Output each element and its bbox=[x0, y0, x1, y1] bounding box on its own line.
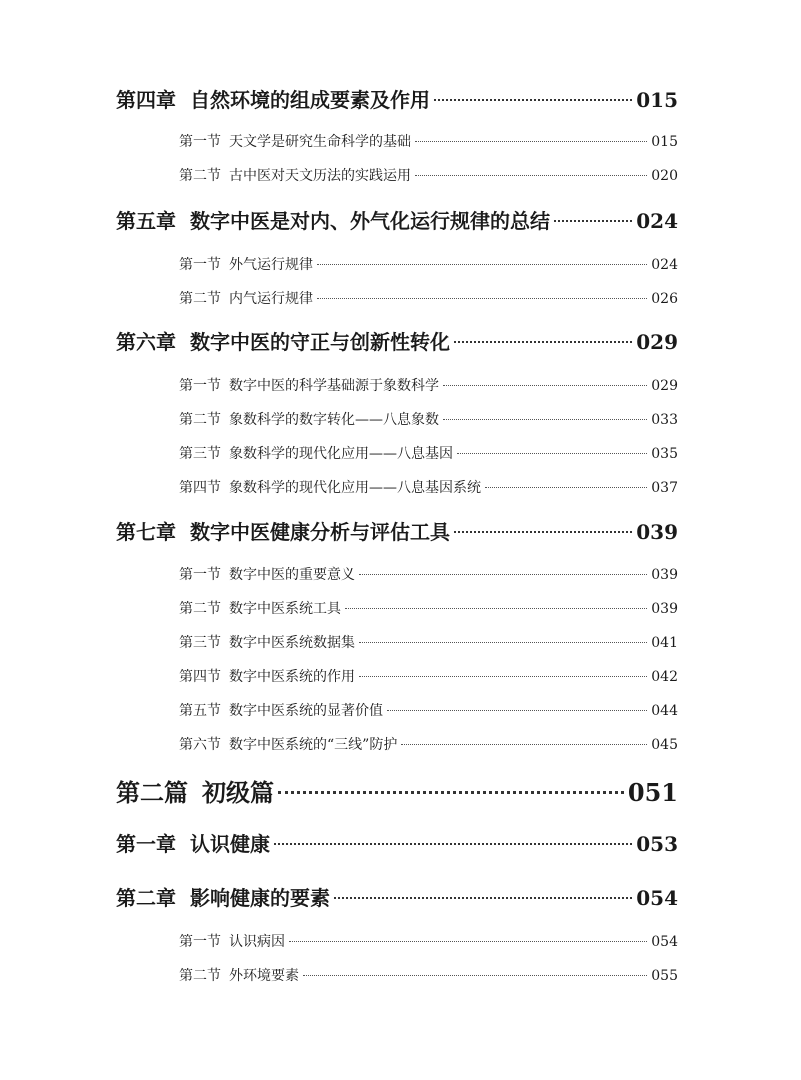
toc-entry-number: 第一节 bbox=[179, 567, 221, 583]
toc-entry-title: 数字中医系统数据集 bbox=[229, 635, 355, 651]
toc-entry-number: 第六节 bbox=[179, 737, 221, 753]
toc-entry-page-number: 051 bbox=[627, 778, 678, 807]
toc-entry-number: 第四章 bbox=[116, 88, 176, 112]
dot-leader bbox=[457, 453, 647, 454]
toc-entry-sec[interactable] bbox=[179, 931, 678, 951]
toc-entry-page-number: 037 bbox=[651, 480, 678, 496]
dot-leader bbox=[345, 608, 647, 609]
toc-entry-number: 第六章 bbox=[116, 330, 176, 354]
toc-entry-title: 初级篇 bbox=[202, 778, 274, 807]
toc-entry-number: 第五章 bbox=[116, 209, 176, 233]
dot-leader bbox=[443, 385, 647, 386]
dot-leader bbox=[415, 175, 647, 176]
dot-leader bbox=[401, 744, 647, 745]
toc-entry-sec[interactable] bbox=[179, 666, 678, 686]
toc-entry-page-number: 029 bbox=[651, 378, 678, 394]
toc-entry-title: 数字中医系统的“三线”防护 bbox=[229, 737, 398, 753]
toc-entry-number: 第七章 bbox=[116, 520, 176, 544]
toc-entry-number: 第二节 bbox=[179, 291, 221, 307]
toc-entry-number: 第二节 bbox=[179, 601, 221, 617]
dot-leader bbox=[415, 141, 647, 142]
toc-entry-number: 第三节 bbox=[179, 446, 221, 462]
toc-entry-title: 内气运行规律 bbox=[229, 291, 313, 307]
toc-entry-chap[interactable] bbox=[116, 882, 678, 911]
toc-entry-number: 第二节 bbox=[179, 412, 221, 428]
toc-entry-title: 自然环境的组成要素及作用 bbox=[190, 88, 430, 112]
dot-leader bbox=[317, 264, 647, 265]
toc-entry-page-number: 054 bbox=[636, 886, 678, 910]
toc-entry-sec[interactable] bbox=[179, 564, 678, 584]
toc-entry-chap[interactable] bbox=[116, 84, 678, 113]
toc-entry-sec[interactable] bbox=[179, 375, 678, 395]
toc-entry-chap[interactable] bbox=[116, 828, 678, 857]
dot-leader bbox=[289, 941, 647, 942]
toc-entry-sec[interactable] bbox=[179, 131, 678, 151]
toc-entry-number: 第一节 bbox=[179, 134, 221, 150]
toc-entry-chap[interactable] bbox=[116, 205, 678, 234]
toc-entry-title: 外气运行规律 bbox=[229, 257, 313, 273]
toc-entry-title: 数字中医的重要意义 bbox=[229, 567, 355, 583]
toc-entry-page-number: 035 bbox=[651, 446, 678, 462]
toc-entry-page-number: 039 bbox=[636, 520, 678, 544]
toc-entry-page-number: 015 bbox=[636, 88, 678, 112]
dot-leader bbox=[443, 419, 647, 420]
dot-leader bbox=[454, 531, 632, 533]
toc-entry-number: 第一节 bbox=[179, 257, 221, 273]
dot-leader bbox=[274, 843, 632, 845]
toc-entry-title: 数字中医的守正与创新性转化 bbox=[190, 330, 450, 354]
toc-entry-page-number: 039 bbox=[651, 567, 678, 583]
toc-entry-page-number: 041 bbox=[651, 635, 678, 651]
toc-entry-title: 象数科学的现代化应用——八息基因系统 bbox=[229, 480, 481, 496]
toc-entry-page-number: 026 bbox=[651, 291, 678, 307]
toc-entry-page-number: 015 bbox=[651, 134, 678, 150]
toc-entry-title: 数字中医系统的显著价值 bbox=[229, 703, 383, 719]
toc-entry-page-number: 024 bbox=[636, 209, 678, 233]
dot-leader bbox=[317, 298, 647, 299]
toc-entry-title: 认识病因 bbox=[229, 934, 285, 950]
toc-entry-chap[interactable] bbox=[116, 516, 678, 545]
toc-entry-sec[interactable] bbox=[179, 288, 678, 308]
toc-entry-title: 外环境要素 bbox=[229, 968, 299, 984]
toc-entry-number: 第四节 bbox=[179, 669, 221, 685]
toc-entry-title: 数字中医系统工具 bbox=[229, 601, 341, 617]
toc-entry-number: 第三节 bbox=[179, 635, 221, 651]
toc-entry-sec[interactable] bbox=[179, 254, 678, 274]
dot-leader bbox=[278, 791, 624, 794]
toc-entry-title: 认识健康 bbox=[190, 832, 270, 856]
toc-entry-page-number: 055 bbox=[651, 968, 678, 984]
toc-entry-page-number: 053 bbox=[636, 832, 678, 856]
toc-entry-title: 象数科学的现代化应用——八息基因 bbox=[229, 446, 453, 462]
toc-entry-page-number: 042 bbox=[651, 669, 678, 685]
toc-entry-title: 古中医对天文历法的实践运用 bbox=[229, 168, 411, 184]
toc-entry-number: 第二篇 bbox=[116, 778, 188, 807]
toc-entry-chap[interactable] bbox=[116, 326, 678, 355]
toc-entry-title: 数字中医是对内、外气化运行规律的总结 bbox=[190, 209, 550, 233]
toc-entry-part[interactable] bbox=[116, 773, 678, 808]
dot-leader bbox=[387, 710, 647, 711]
toc-entry-number: 第二节 bbox=[179, 168, 221, 184]
dot-leader bbox=[485, 487, 647, 488]
toc-entry-number: 第四节 bbox=[179, 480, 221, 496]
toc-entry-title: 影响健康的要素 bbox=[190, 886, 330, 910]
toc-entry-title: 数字中医的科学基础源于象数科学 bbox=[229, 378, 439, 394]
dot-leader bbox=[554, 220, 632, 222]
toc-entry-number: 第一节 bbox=[179, 378, 221, 394]
toc-entry-number: 第一章 bbox=[116, 832, 176, 856]
toc-entry-title: 象数科学的数字转化——八息象数 bbox=[229, 412, 439, 428]
toc-entry-sec[interactable] bbox=[179, 734, 678, 754]
toc-entry-number: 第二章 bbox=[116, 886, 176, 910]
dot-leader bbox=[359, 574, 647, 575]
toc-entry-title: 数字中医系统的作用 bbox=[229, 669, 355, 685]
toc-entry-title: 数字中医健康分析与评估工具 bbox=[190, 520, 450, 544]
toc-entry-page-number: 024 bbox=[651, 257, 678, 273]
toc-entry-page-number: 039 bbox=[651, 601, 678, 617]
toc-entry-sec[interactable] bbox=[179, 477, 678, 497]
dot-leader bbox=[303, 975, 647, 976]
toc-entry-sec[interactable] bbox=[179, 965, 678, 985]
toc-entry-page-number: 045 bbox=[651, 737, 678, 753]
toc-entry-number: 第五节 bbox=[179, 703, 221, 719]
dot-leader bbox=[334, 897, 632, 899]
dot-leader bbox=[359, 676, 647, 677]
toc-entry-sec[interactable] bbox=[179, 443, 678, 463]
toc-entry-title: 天文学是研究生命科学的基础 bbox=[229, 134, 411, 150]
toc-entry-sec[interactable] bbox=[179, 409, 678, 429]
toc-entry-page-number: 020 bbox=[651, 168, 678, 184]
toc-entry-sec[interactable] bbox=[179, 165, 678, 185]
toc-entry-number: 第二节 bbox=[179, 968, 221, 984]
toc-entry-number: 第一节 bbox=[179, 934, 221, 950]
toc-entry-sec[interactable] bbox=[179, 598, 678, 618]
toc-entry-page-number: 033 bbox=[651, 412, 678, 428]
dot-leader bbox=[434, 99, 632, 101]
dot-leader bbox=[359, 642, 647, 643]
dot-leader bbox=[454, 341, 632, 343]
toc-entry-page-number: 044 bbox=[651, 703, 678, 719]
toc-entry-sec[interactable] bbox=[179, 632, 678, 652]
toc-entry-page-number: 029 bbox=[636, 330, 678, 354]
toc-entry-sec[interactable] bbox=[179, 700, 678, 720]
toc-entry-page-number: 054 bbox=[651, 934, 678, 950]
